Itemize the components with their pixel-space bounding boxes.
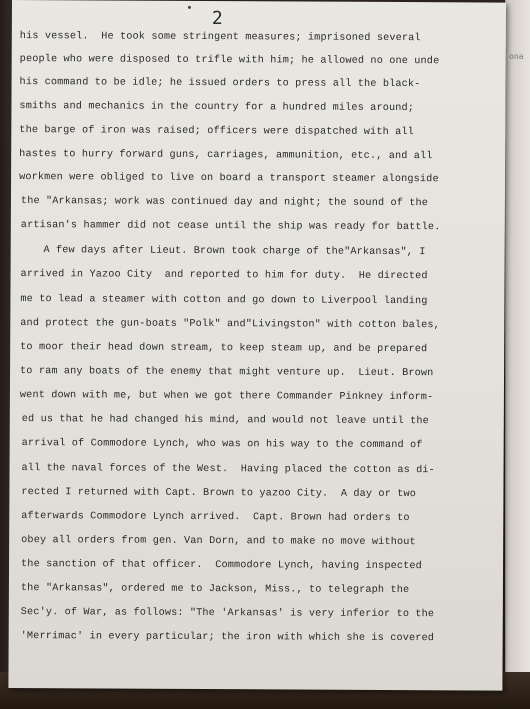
text-line: the "Arkansas; work was continued day and night; the sound of the (20, 196, 429, 210)
text-line: workmen were obliged to live on board a transport steamer alongside (19, 172, 439, 186)
page-number: 2 (211, 8, 223, 30)
text-line: all the naval forces of the West. Having placed the cotton as di- (21, 463, 435, 477)
text-line: arrival of Commodore Lynch, who was on his way to the command of (21, 438, 423, 452)
text-line: the barge of iron was raised; officers were dispatched with all (19, 125, 414, 139)
text-line: smiths and mechanics in the country for a hundred miles around; (19, 101, 415, 115)
text-line: the sanction of that officer. Commodore Lynch, having inspected (21, 559, 422, 573)
text-line: 'Merrimac' in every particular; the iron with which she is covered (20, 631, 435, 645)
text-line: people who were disposed to trifle with him; he allowed no one unde (19, 54, 440, 68)
text-line: the "Arkansas", ordered me to Jackson, Miss., to telegraph the (20, 583, 410, 597)
text-line: artisan's hammer did not cease until the ship was ready for battle. (20, 220, 441, 234)
body-text (12, 30, 506, 645)
text-line: and protect the gun-boats "Polk" and"Livingston" with cotton bales, (20, 318, 440, 332)
text-line: A few days after Lieut. Brown took charge of the"Arkansas", I (24, 245, 426, 259)
text-line: went down with me, but when we got there Commander Pinkney inform- (19, 390, 434, 404)
text-line: obey all orders from gen. Van Dorn, and to make no move without (21, 535, 416, 549)
text-line: afterwards Commodore Lynch arrived. Capt. Brown had orders to (21, 511, 410, 525)
text-line: ed us that he had changed his mind, and would not leave until the (21, 414, 429, 428)
text-line: hastes to hurry forward guns, carriages, ammunition, etc., and all (19, 149, 433, 163)
text-line: me to lead a steamer with cotton and go down to Liverpool landing (20, 294, 428, 308)
typewritten-page (8, 0, 506, 691)
text-line: his vessel. He took some stringent measures; imprisoned several (19, 31, 421, 45)
text-line: rected I returned with Capt. Brown to yazoo City. A day or two (21, 487, 417, 501)
text-line: his command to be idle; he issued orders to press all the black- (19, 77, 421, 91)
text-line: to moor their head down stream, to keep steam up, and be prepared (20, 342, 428, 356)
text-line: to ram any boats of the enemy that might venture up. Lieut. Brown (20, 366, 434, 380)
ink-dot-mark (188, 6, 191, 9)
text-line: arrived in Yazoo City and reported to him for duty. He directed (20, 269, 428, 283)
text-line: Sec'y. of War, as follows: "The 'Arkansas' is very inferior to the (20, 607, 435, 621)
adjacent-card (505, 0, 530, 709)
adjacent-card-text: ona (509, 52, 524, 61)
